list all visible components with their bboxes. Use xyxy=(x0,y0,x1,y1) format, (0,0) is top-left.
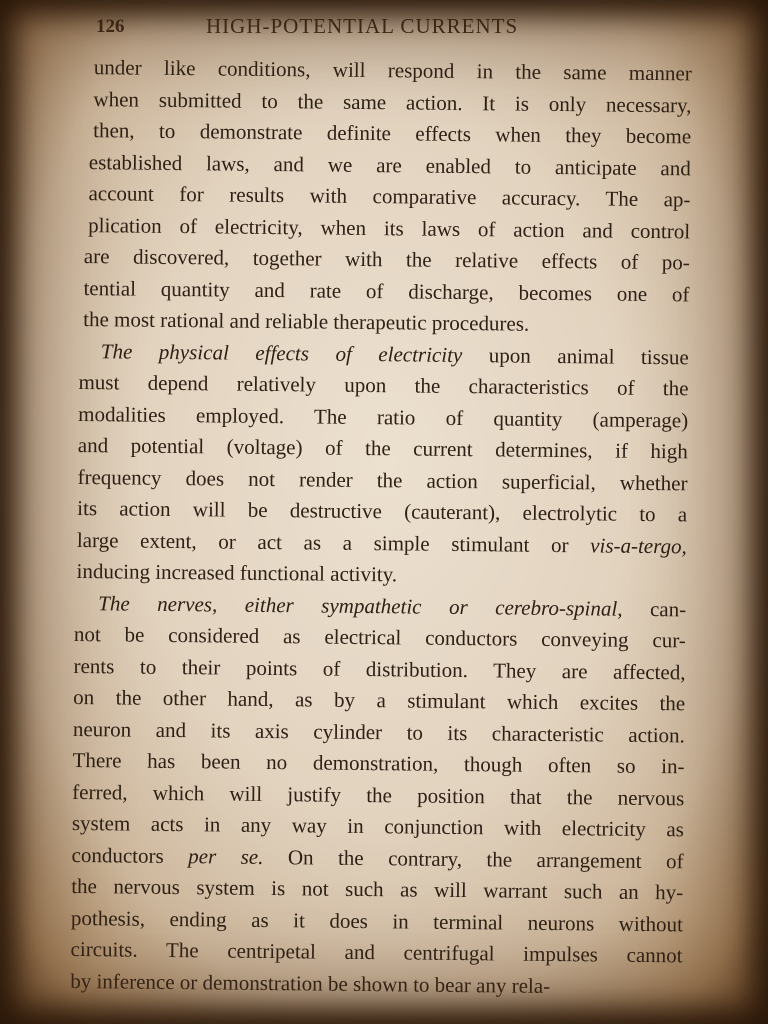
text-run: plication of electricity, when its laws of action and control xyxy=(88,212,691,243)
text-run: On the contrary, the arrangement of xyxy=(263,844,684,873)
text-run: pothesis, ending as it does in terminal neurons without xyxy=(70,905,684,936)
page-header xyxy=(96,14,576,40)
text-run: ferred, which will justify the position that the nervous xyxy=(72,779,685,810)
paragraph xyxy=(70,587,686,1003)
text-run: must depend relatively upon the characteristics of the xyxy=(78,370,689,401)
text-run: on the other hand, as by a stimulant which excites the xyxy=(73,684,686,716)
text-run: system acts in any way in conjunction with electricity as xyxy=(71,810,685,842)
text-run: frequency does not render the action superficial, whether xyxy=(77,464,688,495)
text-run: the nervous system is not such as will warrant such an hy- xyxy=(71,873,684,905)
text-run: when submitted to the same action. It is only necessary, xyxy=(93,86,692,117)
text-run: tential quantity and rate of discharge, becomes one of xyxy=(83,275,690,306)
italic-run: per se. xyxy=(188,843,264,869)
paragraph xyxy=(74,335,689,593)
text-run: rents to their points of distribution. They are affected, xyxy=(73,653,686,684)
text-run: modalities employed. The ratio of quantity (amperage) xyxy=(78,401,689,432)
body-text xyxy=(70,52,692,1003)
page-number: 126 xyxy=(96,16,125,37)
text-run: upon animal tissue xyxy=(462,342,689,369)
running-head: HIGH-POTENTIAL CURRENTS xyxy=(206,14,519,38)
text-run: There has been no demonstration, though often so in- xyxy=(72,747,685,779)
text-run: circuits. The centripetal and centrifugal impulses cannot xyxy=(70,936,683,968)
text-run: conductors xyxy=(71,842,189,868)
text-run: can- xyxy=(622,596,687,621)
paragraph xyxy=(77,52,692,342)
text-run: the most rational and reliable therapeutic procedures. xyxy=(83,307,530,336)
text-run: under like conditions, will respond in the same manner xyxy=(93,55,692,86)
text-run: by inference or demonstration be shown to bear any rela- xyxy=(70,968,551,998)
text-line xyxy=(70,965,682,1003)
text-run: inducing increased functional activity. xyxy=(76,558,398,587)
text-run: neuron and its axis cylinder to its characteristic action. xyxy=(72,716,686,747)
text-run: are discovered, together with the relative effects of po- xyxy=(83,244,690,275)
text-run: large extent, or act as a simple stimulant or xyxy=(76,527,591,557)
text-run: not be considered as electrical conductors conveying cur- xyxy=(73,621,686,653)
text-run: then, to demonstrate definite effects when they become xyxy=(93,118,692,149)
italic-run: The physical effects of electricity xyxy=(100,338,463,367)
italic-run: vis-a-tergo, xyxy=(590,532,687,558)
text-run: account for results with comparative accuracy. The ap- xyxy=(88,181,691,212)
italic-run: The nerves, either sympathetic or cerebro-spinal, xyxy=(98,590,623,621)
text-run: its action will be destructive (cauterant), electrolytic to a xyxy=(77,495,688,527)
text-run: and potential (voltage) of the current determines, if high xyxy=(77,433,688,464)
text-run: established laws, and we are enabled to anticipate and xyxy=(88,149,691,180)
